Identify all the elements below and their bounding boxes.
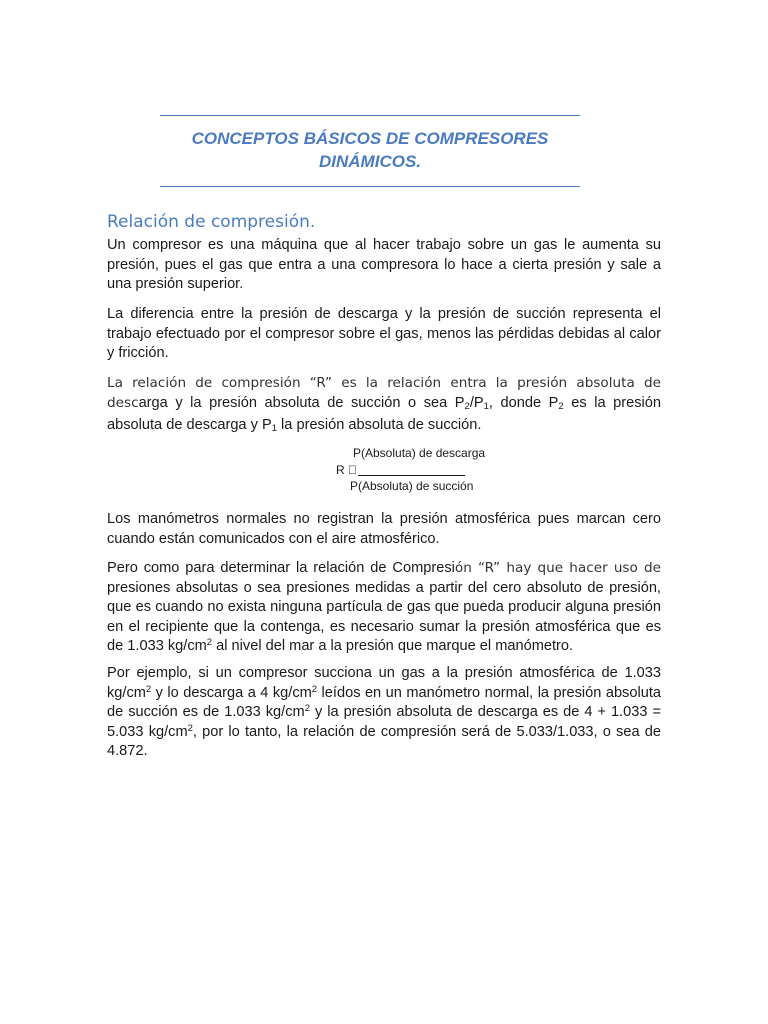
- paragraph-6: [107, 664, 661, 762]
- paragraph-3: [107, 374, 661, 439]
- p6-sup-4: 2: [187, 722, 193, 734]
- paragraph-1: Un compresor es una máquina que al hacer trabajo sobre un gas le aumenta su presión, pues el gas que entra a una compresora lo hace a cierta presión y sale a una presión superior.: [107, 237, 661, 292]
- p3-text-f: la presión absoluta de succión.: [277, 417, 482, 433]
- p3-sub-3: 2: [558, 400, 564, 412]
- p3-text-b: arga y la presión absoluta de succión o sea P: [138, 394, 465, 411]
- p5-text-c: presiones absolutas o sea presiones medidas a partir del cero absoluto de presión, que es cuando no exista ninguna partícula de gas que pueda producir alguna presión en el recipiente que la contenga, es necesario sumar la presión atmosférica que es de 1.033 kg/cm: [107, 579, 661, 654]
- p3-sub-1: 2: [464, 400, 470, 412]
- p5-sup-1: 2: [206, 637, 213, 648]
- formula-r-symbol: R: [336, 463, 345, 477]
- p6-sup-2: 2: [311, 683, 318, 695]
- p3-sub-4: 1: [271, 423, 277, 434]
- p6-text-e: , por lo tanto, la relación de compresión será de 5.033/1.033, o sea de 4.872.: [107, 723, 661, 759]
- formula-denominator: P(Absoluta) de succión: [350, 479, 474, 493]
- p3-sub-2: 1: [483, 400, 489, 412]
- p3-text-e: es la presión absoluta de descarga y P: [107, 394, 661, 433]
- p5-text-b: ón “R” hay que hacer uso de: [454, 560, 661, 576]
- title-top-rule: [160, 115, 580, 116]
- p6-text-a: Por ejemplo, si un compresor succiona un gas a la presión atmosférica de 1.033 kg/cm: [107, 665, 661, 701]
- p5-text-d: al nivel del mar a la presión que marque el manómetro.: [212, 638, 574, 654]
- p6-text-d: y la presión absoluta de descarga es de 4 + 1.033 = 5.033 kg/cm: [107, 704, 661, 740]
- p6-sup-1: 2: [145, 683, 152, 695]
- paragraph-2: La diferencia entre la presión de descarga y la presión de succión representa el trabajo efectuado por el compresor sobre el gas, menos las pérdidas debidas al calor y fricción.: [107, 306, 661, 361]
- p6-sup-3: 2: [304, 703, 310, 714]
- p5-text-a: Pero como para determinar la relación de Compresi: [107, 560, 455, 576]
- p6-text-b: y lo descarga a 4 kg/cm: [151, 684, 312, 701]
- formula-fraction-line: [358, 475, 465, 476]
- section-heading: Relación de compresión.: [107, 212, 316, 232]
- formula-numerator: P(Absoluta) de descarga: [353, 446, 486, 460]
- p3-text-c: /P: [469, 394, 484, 411]
- paragraph-4: Los manómetros normales no registran la presión atmosférica pues marcan cero cuando están comunicados con el aire atmosférico.: [107, 511, 661, 547]
- title-line-1: CONCEPTOS BÁSICOS DE COMPRESORES: [191, 129, 549, 148]
- p6-text-c: leídos en un manómetro normal, la presión absoluta de succión es de 1.033 kg/cm: [107, 684, 661, 720]
- title-bottom-rule: [160, 186, 580, 187]
- title-line-2: DINÁMICOS.: [319, 152, 421, 171]
- paragraph-5: [107, 559, 661, 657]
- p3-text-a: La relación de compresión “R” es la relación entra la presión absoluta de desc: [107, 375, 661, 411]
- p3-text-d: , donde P: [488, 394, 559, 411]
- document-title: [160, 127, 580, 173]
